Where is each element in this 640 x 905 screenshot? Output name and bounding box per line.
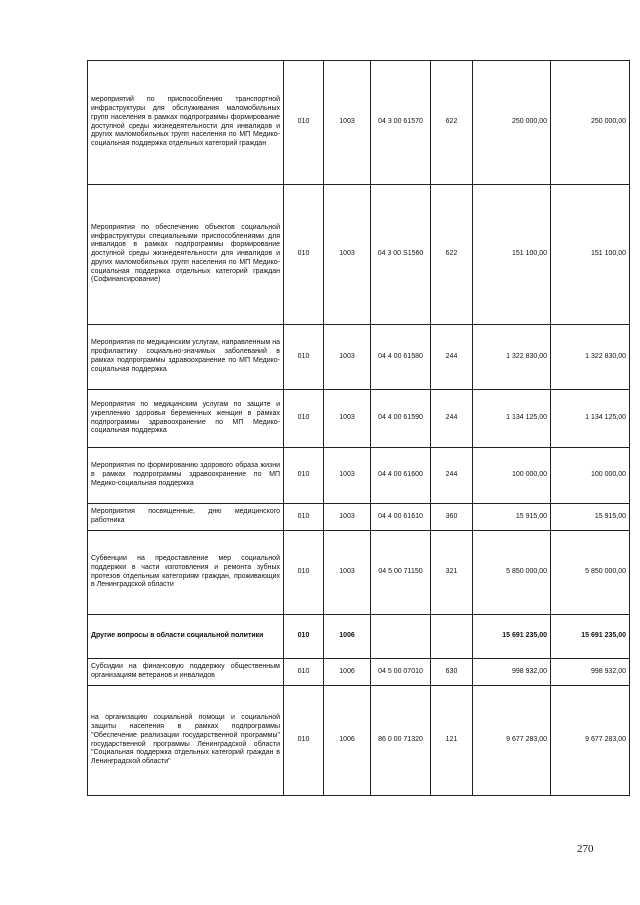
- cell-name: Мероприятия по медицинским услугам по защите и укреплению здоровья беременных женщин в рамках подпрограммы здравоохранение по МП Медико-социальная поддержка: [88, 390, 284, 448]
- table-row: [88, 390, 630, 448]
- cell-ved: 010: [284, 659, 324, 686]
- table-row: [88, 659, 630, 686]
- cell-ved: 010: [284, 390, 324, 448]
- cell-sum2: 151 100,00: [551, 185, 630, 325]
- cell-ved: 010: [284, 531, 324, 615]
- cell-vr: 244: [431, 448, 473, 504]
- cell-ved: 010: [284, 61, 324, 185]
- cell-razdel: 1003: [324, 504, 371, 531]
- cell-csr: 04 3 00 S1560: [371, 185, 431, 325]
- cell-sum1: 9 677 283,00: [473, 686, 551, 796]
- cell-vr: 244: [431, 390, 473, 448]
- page-number: 270: [577, 843, 594, 855]
- cell-vr: 121: [431, 686, 473, 796]
- cell-csr: [371, 615, 431, 659]
- cell-vr: 244: [431, 325, 473, 390]
- cell-razdel: 1003: [324, 185, 371, 325]
- table-row: [88, 325, 630, 390]
- cell-csr: 04 3 00 61570: [371, 61, 431, 185]
- cell-vr: 630: [431, 659, 473, 686]
- table-row: [88, 531, 630, 615]
- cell-csr: 86 0 00 71320: [371, 686, 431, 796]
- cell-sum2: 250 000,00: [551, 61, 630, 185]
- cell-sum1: 998 932,00: [473, 659, 551, 686]
- cell-vr: 360: [431, 504, 473, 531]
- cell-name: Мероприятия по формированию здорового образа жизни в рамках подпрограммы здравоохранение по МП Медико-социальная поддержка: [88, 448, 284, 504]
- cell-sum1: 15 691 235,00: [473, 615, 551, 659]
- cell-razdel: 1003: [324, 61, 371, 185]
- budget-table-body: [88, 61, 630, 796]
- cell-csr: 04 4 00 61580: [371, 325, 431, 390]
- cell-sum1: 1 134 125,00: [473, 390, 551, 448]
- cell-csr: 04 5 00 07010: [371, 659, 431, 686]
- cell-name: мероприятий по приспособлению транспортной инфраструктуры для обслуживания маломобильных групп населения в рамках подпрограммы формирование доступной среды жизнедеятельности для инвалидов и других маломобильных групп населения по МП Медико-социальная поддержка отдельных категорий граждан: [88, 61, 284, 185]
- cell-ved: 010: [284, 325, 324, 390]
- table-row: [88, 504, 630, 531]
- cell-sum2: 1 134 125,00: [551, 390, 630, 448]
- table-row: [88, 686, 630, 796]
- cell-vr: [431, 615, 473, 659]
- cell-sum1: 5 850 000,00: [473, 531, 551, 615]
- cell-razdel: 1003: [324, 325, 371, 390]
- cell-sum2: 1 322 830,00: [551, 325, 630, 390]
- table-row: [88, 185, 630, 325]
- cell-ved: 010: [284, 686, 324, 796]
- cell-vr: 321: [431, 531, 473, 615]
- cell-csr: 04 5 00 71150: [371, 531, 431, 615]
- cell-ved: 010: [284, 185, 324, 325]
- cell-ved: 010: [284, 504, 324, 531]
- budget-table: [87, 60, 630, 796]
- cell-csr: 04 4 00 61600: [371, 448, 431, 504]
- cell-sum1: 151 100,00: [473, 185, 551, 325]
- cell-ved: 010: [284, 448, 324, 504]
- cell-name: Субсидии на финансовую поддержку общественным организациям ветеранов и инвалидов: [88, 659, 284, 686]
- cell-razdel: 1003: [324, 531, 371, 615]
- cell-name: Мероприятия посвященные, дню медицинского работника: [88, 504, 284, 531]
- cell-name: Другие вопросы в области социальной политики: [88, 615, 284, 659]
- cell-sum1: 100 000,00: [473, 448, 551, 504]
- cell-vr: 622: [431, 61, 473, 185]
- cell-csr: 04 4 00 61590: [371, 390, 431, 448]
- cell-csr: 04 4 00 61610: [371, 504, 431, 531]
- cell-name: Мероприятия по обеспечению объектов социальной инфраструктуры специальными приспособлениями для инвалидов в рамках подпрограммы формирование доступной среды жизнедеятельности для инвалидов и других маломобильных групп населения по МП Медико-социальная поддержка отдельных категорий граждан (Софинансирование): [88, 185, 284, 325]
- cell-ved: 010: [284, 615, 324, 659]
- cell-sum2: 100 000,00: [551, 448, 630, 504]
- cell-sum1: 250 000,00: [473, 61, 551, 185]
- cell-sum2: 15 915,00: [551, 504, 630, 531]
- cell-name: на организацию социальной помощи и социальной защиты населения в рамках подпрограммы "Обеспечение реализации государственной программы" государственной программы Ленинградской области "Социальная поддержка отдельных категорий граждан в Ленинградской области": [88, 686, 284, 796]
- cell-razdel: 1006: [324, 686, 371, 796]
- cell-name: Мероприятия по медицинским услугам, направленным на профилактику социально-значимых заболеваний в рамках подпрограммы здравоохранение по МП Медико-социальная поддержка: [88, 325, 284, 390]
- cell-vr: 622: [431, 185, 473, 325]
- cell-name: Субвенции на предоставление мер социальной поддержки в части изготовления и ремонта зубных протезов отдельным категориям граждан, проживающих в Ленинградской области: [88, 531, 284, 615]
- cell-sum1: 1 322 830,00: [473, 325, 551, 390]
- cell-razdel: 1003: [324, 390, 371, 448]
- table-row: [88, 61, 630, 185]
- table-row: [88, 448, 630, 504]
- cell-razdel: 1006: [324, 659, 371, 686]
- cell-sum2: 5 850 000,00: [551, 531, 630, 615]
- cell-sum1: 15 915,00: [473, 504, 551, 531]
- cell-razdel: 1003: [324, 448, 371, 504]
- table-row: [88, 615, 630, 659]
- cell-sum2: 998 932,00: [551, 659, 630, 686]
- cell-sum2: 9 677 283,00: [551, 686, 630, 796]
- cell-razdel: 1006: [324, 615, 371, 659]
- cell-sum2: 15 691 235,00: [551, 615, 630, 659]
